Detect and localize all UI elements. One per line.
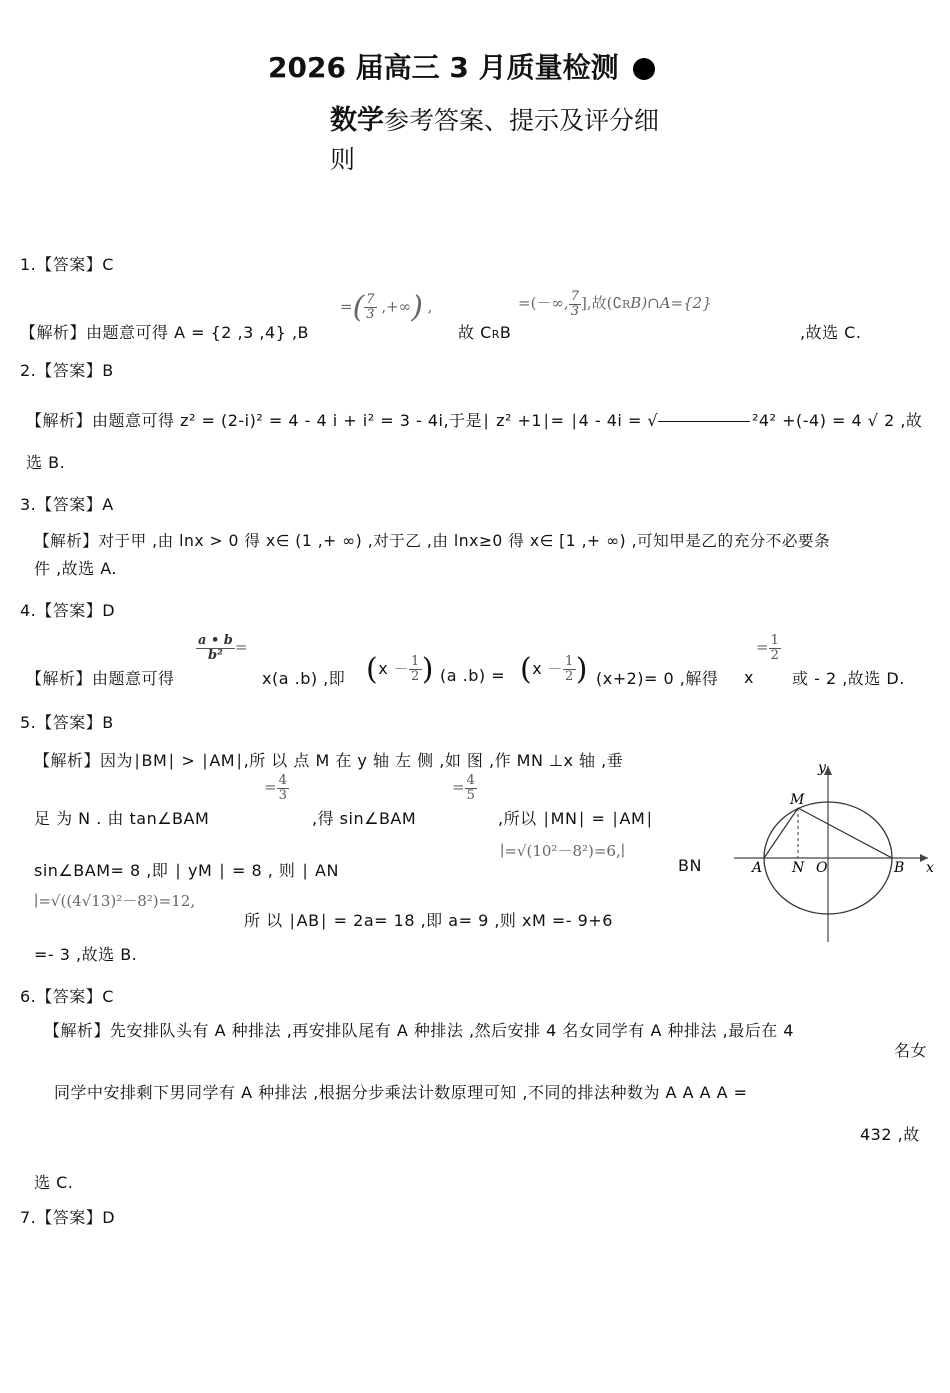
q5-line-2c: ,所以 ∣MN∣ = ∣AM∣ [498, 809, 654, 828]
label-b: B [894, 860, 905, 876]
q5-line-2b: ,得 sin∠BAM [312, 809, 417, 828]
q6-answer: 6.【答案】C [20, 987, 114, 1006]
page-title [268, 46, 655, 86]
title-text: 2026 届高三 3 月质量检测 [268, 51, 619, 84]
q1-answer [20, 252, 114, 275]
q1-answer-text: 【答案】C [36, 255, 114, 274]
q4-explanation-e: 或 - 2 ,故选 D. [792, 669, 905, 688]
q5-math-tan: = $\frac{4}{3}$ [264, 773, 287, 803]
q2-explanation-b: ²4² +(-4) = 4 √ 2 ,故 [752, 411, 923, 430]
q6-line-1b: 名女 [894, 1041, 928, 1060]
q1-math-interval: =( $\frac{7}{3}$ ,+∞) , [340, 290, 433, 325]
q4-paren-2: (x － $\frac{1}{2}$ ) [520, 652, 588, 687]
q5-line-3b: BN [678, 856, 702, 875]
q5-line-5: =- 3 ,故选 B. [34, 945, 138, 964]
q3-explanation-a: 【解析】对于甲 ,由 lnx > 0 得 x∈ (1 ,+ ∞) ,对于乙 ,由 lnx≥0 得 x∈ [1 ,+ ∞) ,可知甲是乙的充分不必要条 [34, 532, 831, 550]
q3-answer: 3.【答案】A [20, 495, 114, 514]
q2-explanation-a [26, 408, 750, 431]
q2-sqrt-bar [658, 421, 750, 422]
label-n: N [792, 860, 805, 876]
page-subtitle [330, 98, 659, 137]
q2-explanation-c: 选 B. [26, 453, 66, 472]
segment-mb [798, 808, 892, 858]
q4-paren-1: (x － $\frac{1}{2}$ ) [366, 652, 434, 687]
q4-explanation-d: (x+2)= 0 ,解得 [596, 669, 719, 688]
label-m: M [790, 792, 805, 808]
label-o: O [816, 860, 828, 876]
subtitle-rest: 参考答案、提示及评分细 [384, 106, 660, 135]
q1-number: 1. [20, 255, 37, 274]
label-y: y [818, 760, 826, 776]
q1-explanation-a: 【解析】由题意可得 A = {2 ,3 ,4} ,B [20, 323, 310, 342]
q7-answer: 7.【答案】D [20, 1208, 116, 1227]
q5-math-bn: ∣=√((4√13)²－8²)=12, [34, 892, 196, 910]
label-x: x [926, 860, 934, 876]
q5-line-3a: sin∠BAM= 8 ,即 ∣ yM ∣ = 8 , 则 ∣ AN [34, 861, 339, 880]
ellipse-figure [728, 756, 938, 946]
segment-am [764, 808, 798, 858]
q6-line-3: 432 ,故 [860, 1125, 920, 1144]
q4-explanation-c: (a .b) = [440, 666, 506, 685]
q5-line-1: 【解析】因为∣BM∣ > ∣AM∣,所 以 点 M 在 y 轴 左 侧 ,如 图 ,作 MN ⊥x 轴 ,垂 [34, 751, 624, 770]
q2-explanation-a-text: 【解析】由题意可得 z² = (2-i)² = 4 - 4 i + i² = 3 - 4i,于是∣ z² +1∣= ∣4 - 4i = √ [26, 411, 659, 430]
q1-explanation-b: 故 CRB [458, 323, 512, 342]
q5-answer: 5.【答案】B [20, 713, 114, 732]
q5-line-4a: 所 以 ∣AB∣ = 2a= 18 ,即 a= 9 ,则 xM =- 9+6 [244, 911, 613, 930]
q4-math-solution: = $\frac{1}{2}$ [756, 633, 779, 663]
q4-explanation-a: 【解析】由题意可得 [26, 669, 175, 688]
q2-answer: 2.【答案】B [20, 361, 114, 380]
q6-line-4: 选 C. [34, 1173, 74, 1192]
q5-math-sin: = $\frac{4}{5}$ [452, 773, 475, 803]
page-subtitle-line2: 则 [330, 145, 356, 174]
label-a: A [752, 860, 763, 876]
q6-line-2: 同学中安排剩下男同学有 A 种排法 ,根据分步乘法计数原理可知 ,不同的排法种数为 A A A A = [54, 1083, 748, 1102]
q5-line-2a: 足 为 N . 由 tan∠BAM [34, 809, 210, 828]
q4-explanation-b: x(a .b) ,即 [262, 669, 346, 688]
q4-answer: 4.【答案】D [20, 601, 116, 620]
q4-x: x [744, 668, 754, 687]
q6-line-1: 【解析】先安排队头有 A 种排法 ,再安排队尾有 A 种排法 ,然后安排 4 名女同学有 A 种排法 ,最后在 4 [44, 1021, 794, 1040]
q1-explanation-c: ,故选 C. [800, 323, 862, 342]
subtitle-lead: 数学 [330, 105, 384, 136]
q1-math-complement: =(－∞, $\frac{7}{3}$ ],故(∁RB)∩A={2} [518, 289, 712, 319]
q5-math-an: ∣=√(10²－8²)=6,∣ [500, 842, 626, 860]
q3-explanation-b: 件 ,故选 A. [34, 559, 118, 578]
bullet-dot-icon [633, 58, 655, 80]
q4-math-ratio: $\frac{a • b}{\text{b²}}$ = [198, 633, 248, 663]
